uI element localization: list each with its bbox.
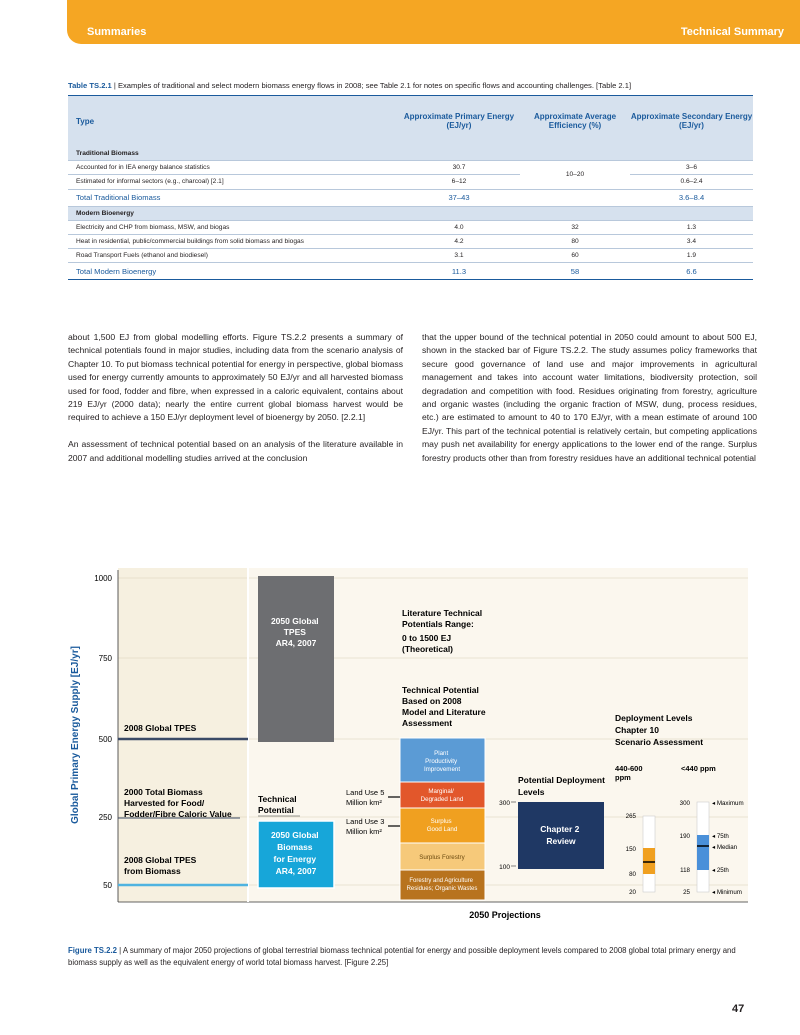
table-row [68,220,753,234]
row-efficiency: 58 [520,263,630,280]
chapter2-review-label: Chapter 2 Review [540,824,580,846]
harvest-label: 2000 Total Biomass Harvested for Food/ Fodder/Fibre Caloric Value [124,787,232,819]
section-modern: Modern Bioenergy [68,206,753,220]
boxplot-1-box [643,848,655,874]
row-label: Total Modern Bioenergy [68,263,398,280]
row-primary: 3.1 [398,249,520,263]
y-tick-label: 1000 [94,574,112,583]
row-primary: 6–12 [398,175,520,189]
box2-tick: 118 [680,867,690,874]
box1-tick: 20 [629,889,636,896]
row-secondary: 1.9 [630,249,753,263]
box2-tick: 300 [679,800,690,807]
row-secondary: 3–6 [630,161,753,175]
biomass-2050-label: 2050 Global Biomass for Energy AR4, 2007 [270,830,319,876]
ppm-label-2: <440 ppm [681,764,716,773]
row-primary: 4.2 [398,234,520,248]
literature-range-label: Literature Technical Potentials Range: 0 to 1500 EJ (Theoretical) [402,608,483,654]
row-secondary: 1.3 [630,220,753,234]
stack-label-residues: Forestry and Agriculture Residues; Organic Wastes [406,878,478,892]
row-primary: 4.0 [398,220,520,234]
y-tick-label: 250 [98,813,112,822]
row-secondary: 3.6–8.4 [630,189,753,206]
row-efficiency: 60 [520,249,630,263]
stack-label-marginal: Marginal/ Degraded Land [420,788,464,803]
box1-tick: 80 [629,871,636,878]
stack-label-plant: Plant Productivity Improvement [423,750,461,773]
header-type: Type [68,96,398,147]
table-header-row [68,96,753,147]
row-efficiency: 32 [520,220,630,234]
row-primary: 30.7 [398,161,520,175]
row-label: Accounted for in IEA energy balance statistics [68,161,398,175]
biomass-potential-figure [60,560,800,930]
table-row [68,249,753,263]
row-secondary: 0.6–2.4 [630,175,753,189]
paragraph: about 1,500 EJ from global modelling efforts. Figure TS.2.2 presents a summary of technical potentials found in major studies, including data from the scenario analysis of Chapter 10. To put biomass technical potential for energy in perspective, global biomass used for energy currently amounts to approximately 50 EJ/yr and all harvested biomass used for food, fodder and fibre, when expressed in a caloric equivalent, contains about 219 EJ/yr (2000 data); nearly the entire current global biomass harvest would be required to achieve a 150 EJ/yr deployment level of bioenergy by 2050. [2.2.1] [68,332,403,423]
section-label: Summaries [87,26,147,38]
x-axis-label: 2050 Projections [469,910,541,920]
stack-label-surplus-good: Surplus Good Land [426,818,458,833]
figure-caption-text: | A summary of major 2050 projections of global terrestrial biomass technical potential for energy and possible deployment levels compared to 2008 global total primary energy and biomass supply as well as the equivalent energy of world total biomass harvest. [Figure 2.25] [68,946,736,967]
y-axis-label: Global Primary Energy Supply [EJ/yr] [70,646,81,824]
y-tick-label: 750 [98,654,112,663]
row-efficiency [520,189,630,206]
row-label: Estimated for informal sectors (e.g., charcoal) [2.1] [68,175,398,189]
page-header [67,0,800,44]
header-efficiency: Approximate Average Efficiency (%) [520,96,630,147]
ch2-tick: 300 [499,800,510,807]
figure-caption [68,945,758,969]
ch2-tick: 100 [499,864,510,871]
text-column-right [422,331,757,478]
row-label: Total Traditional Biomass [68,189,398,206]
table-total-row [68,263,753,280]
row-secondary: 3.4 [630,234,753,248]
biomass-table [68,95,753,280]
row-primary: 37–43 [398,189,520,206]
table-section-row [68,206,753,220]
y-tick-label: 50 [103,881,112,890]
table-row [68,234,753,248]
table-section-row [68,147,753,161]
box2-tick: 25 [683,889,690,896]
potential-deployment-label: Potential Deployment Levels [518,775,605,797]
figure-caption-label: Figure TS.2.2 [68,946,117,955]
row-label: Electricity and CHP from biomass, MSW, and biogas [68,220,398,234]
table-caption-label: Table TS.2.1 [68,81,112,90]
header-primary: Approximate Primary Energy (EJ/yr) [398,96,520,147]
tpes-2050-bar [258,576,334,742]
page-number: 47 [732,1003,745,1015]
box2-tick: 190 [679,833,690,840]
box1-tick: 150 [625,846,636,853]
row-label: Heat in residential, public/commercial buildings from solid biomass and biogas [68,234,398,248]
tpes-2050-label: 2050 Global TPES AR4, 2007 [270,616,319,648]
deployment-levels-title: Deployment Levels Chapter 10 Scenario Assessment [615,713,704,747]
stack-label-surplus-forestry: Surplus Forestry [419,854,465,861]
table-caption-text: | Examples of traditional and select modern biomass energy flows in 2008; see Table 2.1 for notes on specific flows and accounting challenges. [Table 2.1] [111,81,632,90]
tpes-2008-label: 2008 Global TPES [124,723,197,733]
text-column-left [68,331,403,478]
paragraph: An assessment of technical potential based on an analysis of the literature available in 2007 and additional modelling studies arrived at the conclusion [68,439,403,463]
row-primary: 11.3 [398,263,520,280]
stack-segment [400,782,485,808]
paragraph: that the upper bound of the technical potential in 2050 could amount to about 500 EJ, shown in the stacked bar of Figure TS.2.2. The study assumes policy frameworks that secure good governance of land use and major improvements in agricultural management and takes into account water limitations, biodiversity protection, soil degradation and competition with food. Residues originating from forestry, agriculture and organic wastes (including the organic fraction of MSW, dung, process residues, etc.) are estimated to amount to 40 to 170 EJ/yr, with a mean estimate of around 100 EJ/yr. This part of the technical potential is relatively certain, but competing applications may push net availability for energy applications to the lower end of the range. Surplus forestry products other than from forestry residues have an additional technical potential [422,332,757,463]
boxplot-legend: ◂ Maximum ◂ 75th ◂ Median ◂ 25th ◂ Minimum [712,800,744,896]
technical-2008-label: Technical Potential Based on 2008 Model and Literature Assessment [402,685,486,728]
row-label: Road Transport Fuels (ethanol and biodiesel) [68,249,398,263]
boxplot-2-box [697,835,709,870]
technical-potential-label: Technical Potential [258,794,297,815]
table-caption [68,81,748,90]
row-secondary: 6.6 [630,263,753,280]
biomass-2008-label: 2008 Global TPES from Biomass [124,855,197,876]
land-use-3-label: Land Use 3 Million km² [346,817,385,836]
land-use-5-label: Land Use 5 Million km² [346,788,385,807]
table-row [68,161,753,175]
ppm-label-1: 440-600 ppm [615,764,643,782]
header-secondary: Approximate Secondary Energy (EJ/yr) [630,96,753,147]
table-total-row [68,189,753,206]
row-efficiency: 10–20 [520,161,630,189]
box1-tick: 265 [625,813,636,820]
row-efficiency: 80 [520,234,630,248]
stack-segment [400,870,485,900]
chapter-label: Technical Summary [680,26,784,38]
y-tick-label: 500 [98,735,112,744]
table-row [68,175,753,189]
section-traditional: Traditional Biomass [68,147,753,161]
